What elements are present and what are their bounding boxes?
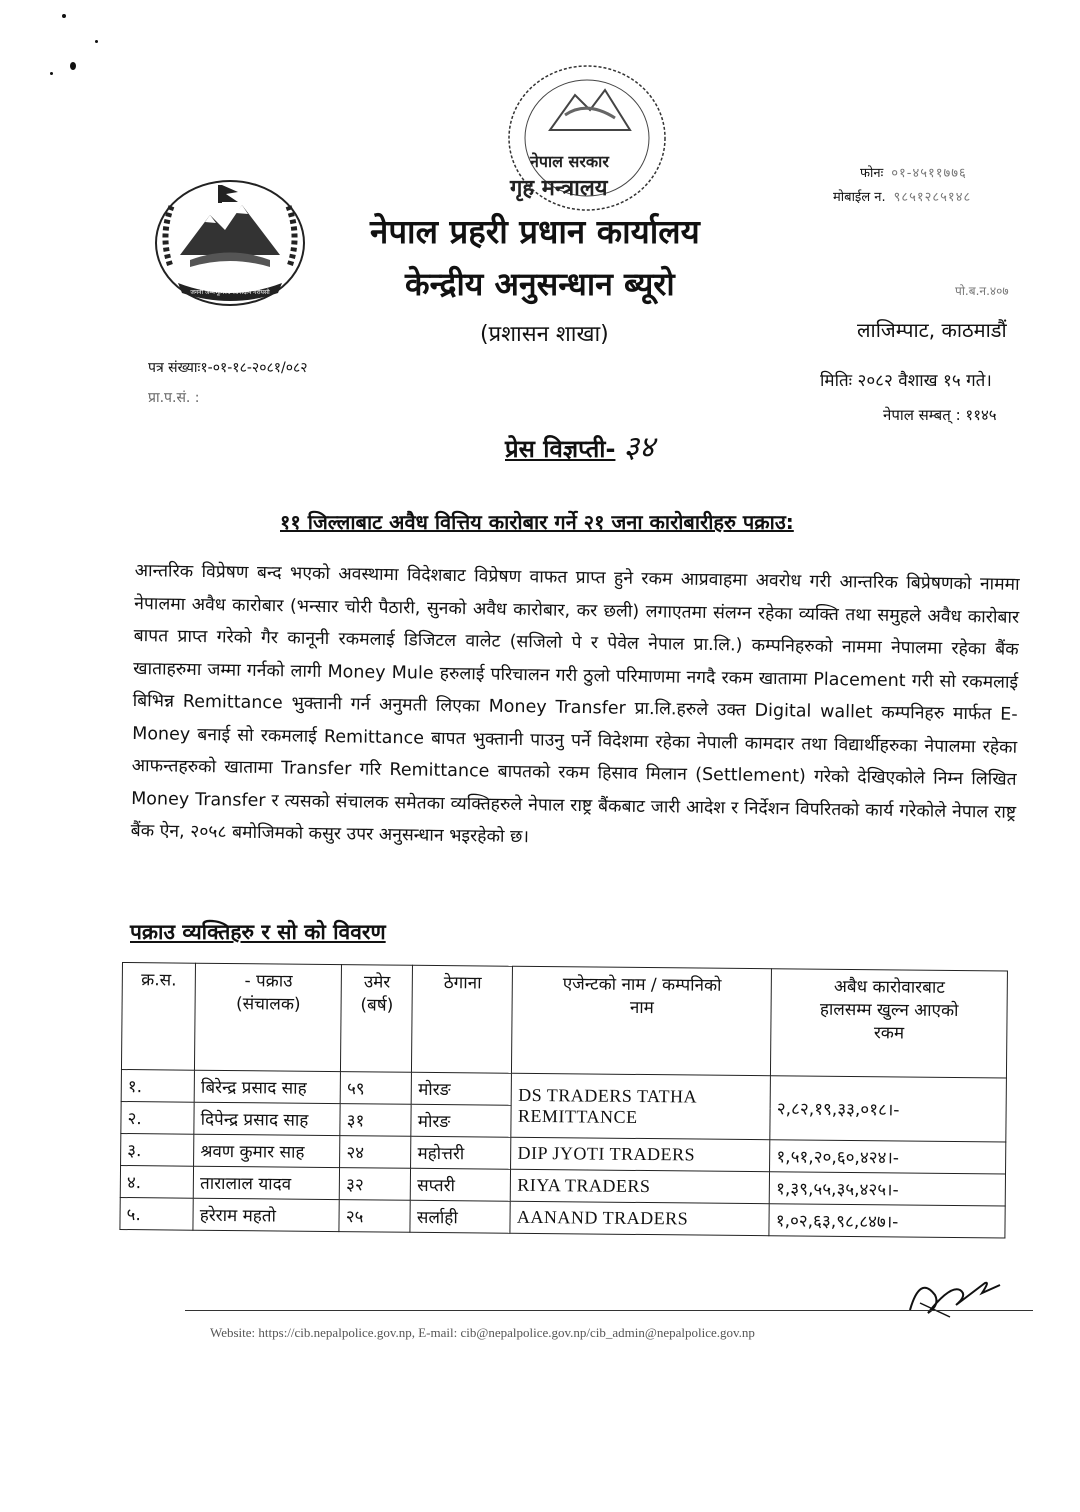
mobile-value: ९८५१२८५१४८ <box>893 190 972 205</box>
cell-name: तारालाल यादव <box>193 1166 339 1199</box>
press-body-paragraph: आन्तरिक विप्रेषण बन्द भएको अवस्थामा विदेशबाट विप्रेषण वाफत प्राप्त हुने रकम आप्रवाहमा अवरोध गरी आन्तरिक बिप्रेषणको नाममा नेपालमा अवैध कारोबार (भन्सार चोरी पैठारी, सुनको अवैध कारोबार, कर छली) लगाएतमा संलग्न रहेका व्यक्ति तथा समुहले अवैध कारोबार बापत प्राप्त गरेको गैर कानूनी रकमलाई डिजिटल वालेट (सजिलो पे र पेवेल नेपाल प्रा.लि.) कम्पनिहरुको नाममा नेपालमा रहेका बैंक खाताहरुमा जम्मा गर्नको लागी Money Mule हरुलाई परिचालन गरी ठुलो परिमाणमा नगदै रकम खातामा Placement गरी सो रकमलाई बिभिन्न Remittance भुक्तानी गर्न अनुमती लिएका Money Transfer प्रा.लि.हरुले उक्त Digital wallet कम्पनिहरु मार्फत E-Money बनाई सो रकमलाई Remittance बापत भुक्तानी पाउनु पर्ने विदेशमा रहेका नेपाली कामदार तथा विद्यार्थीहरुका नेपालमा रहेका आफन्तहरुको खातामा Transfer गरि Remittance बापतको रकम हिसाव मिलान (Settlement) गरेको देखिएकोले निम्न लिखित Money Transfer र त्यसको संचालक समेतका व्यक्तिहरुले नेपाल राष्ट्र बैंकबाट जारी आदेश र निर्देशन विपरितको कार्य गरेकोले नेपाल राष्ट्र बैंक ऐन, २०५८ बमोजिमको कसुर उपर अनुसन्धान भइरहेको छ। <box>130 560 1020 848</box>
office-title: नेपाल प्रहरी प्रधान कार्यालय <box>370 212 700 251</box>
contact-phone <box>860 163 967 181</box>
cell-name: बिरेन्द्र प्रसाद साह <box>194 1070 340 1103</box>
cell-agent: AANAND TRADERS <box>510 1201 769 1235</box>
cell-agent: DIP JYOTI TRADERS <box>511 1137 770 1171</box>
cell-address: मोरङ <box>412 1072 512 1105</box>
arrest-details-heading: पक्राउ व्यक्तिहरु र सो को विवरण <box>130 920 386 944</box>
cell-serial: ३. <box>121 1133 194 1166</box>
phone-value: ०१-४५११७७६ <box>891 166 967 181</box>
mobile-label: मोबाईल न. <box>833 190 886 205</box>
letter-sub-reference: प्रा.प.सं. : <box>148 390 200 406</box>
scan-speck <box>62 14 66 18</box>
scan-speck <box>50 72 53 75</box>
letter-date: मितिः २०८२ वैशाख १५ गते। <box>820 371 992 391</box>
header-age: उमेर (बर्ष) <box>341 965 413 1073</box>
office-address: लाजिम्पाट, काठमाडौं <box>857 318 1007 342</box>
cell-address: मोरङ <box>411 1104 511 1137</box>
header-serial: क्र.स. <box>121 963 195 1071</box>
header-address: ठेगाना <box>412 965 513 1073</box>
branch-title: (प्रशासन शाखा) <box>480 322 609 347</box>
scan-speck <box>70 62 76 70</box>
cell-serial: ५. <box>120 1197 193 1230</box>
header-name: - पक्राउ (संचालक) <box>195 963 342 1071</box>
arrested-persons-table <box>119 962 1008 1238</box>
stamp-government-text: नेपाल सरकार <box>530 152 609 171</box>
stamp-ministry-text: गृह मन्त्रालय <box>510 176 608 201</box>
cell-name: श्रवण कुमार साह <box>194 1134 340 1167</box>
nepal-samvat-date: नेपाल सम्बत् : ११४५ <box>883 406 997 424</box>
cell-amount: १,०२,६३,९८,८४७।- <box>769 1204 1005 1238</box>
cell-address: महोत्तरी <box>411 1136 511 1169</box>
cell-agent: RIYA TRADERS <box>511 1169 770 1203</box>
cell-name: हरेराम महतो <box>193 1198 339 1231</box>
header-amount: अबैध कारोवारबाट हालसम्म खुल्न आएको रकम <box>771 969 1008 1078</box>
ministry-seal-icon <box>495 60 680 230</box>
press-release-label: प्रेस विज्ञप्ती- <box>505 435 616 463</box>
cell-address: सप्तरी <box>411 1168 511 1201</box>
cell-age: ५९ <box>340 1072 411 1105</box>
signature-icon <box>890 1265 1010 1325</box>
phone-label: फोनः <box>860 166 884 181</box>
cell-age: २४ <box>340 1136 411 1169</box>
footer-divider <box>185 1310 1033 1311</box>
cell-age: ३२ <box>339 1168 410 1201</box>
emblem-motto: जननी जन्मभूमिश्च स्वर्गादपि गरीयसी <box>190 289 270 296</box>
footer-contact-line: Website: https://cib.nepalpolice.gov.np, E-mail: cib@nepalpolice.gov.np/cib_admin@nepalpolice.gov.np <box>210 1325 755 1340</box>
press-headline: ११ जिल्लाबाट अवैध वित्तिय कारोबार गर्ने २१ जना कारोबारीहरु पक्राउ: <box>280 510 794 534</box>
cell-amount: २,८२,१९,३३,०१८।- <box>770 1076 1006 1142</box>
nepal-emblem-icon <box>150 175 310 310</box>
contact-mobile <box>833 187 971 205</box>
cell-agent: DS TRADERS TATHA REMITTANCE <box>511 1073 770 1139</box>
cell-name: दिपेन्द्र प्रसाद साह <box>194 1102 340 1135</box>
cell-amount: १,३९,५५,३५,४२५।- <box>769 1172 1005 1206</box>
cell-serial: ४. <box>120 1165 193 1198</box>
cell-age: २५ <box>339 1200 410 1233</box>
cell-age: ३१ <box>340 1104 411 1137</box>
bureau-title: केन्द्रीय अनुसन्धान ब्यूरो <box>405 265 675 303</box>
cell-amount: १,५१,२०,६०,४२४।- <box>770 1140 1006 1174</box>
letter-reference-number: पत्र संख्याः१-०१-१८-२०८१/०८२ <box>148 360 308 376</box>
scan-speck <box>95 40 98 43</box>
cell-address: सर्लाही <box>410 1200 510 1233</box>
cell-serial: १. <box>121 1069 194 1102</box>
table-header-row <box>121 963 1007 1078</box>
press-release-title <box>505 425 655 466</box>
cell-serial: २. <box>121 1101 194 1134</box>
po-box: पो.ब.न.४०७ <box>955 284 1009 298</box>
header-agent: एजेन्टको नाम / कम्पनिको नाम <box>512 966 772 1075</box>
press-release-number: ३४ <box>623 430 655 465</box>
